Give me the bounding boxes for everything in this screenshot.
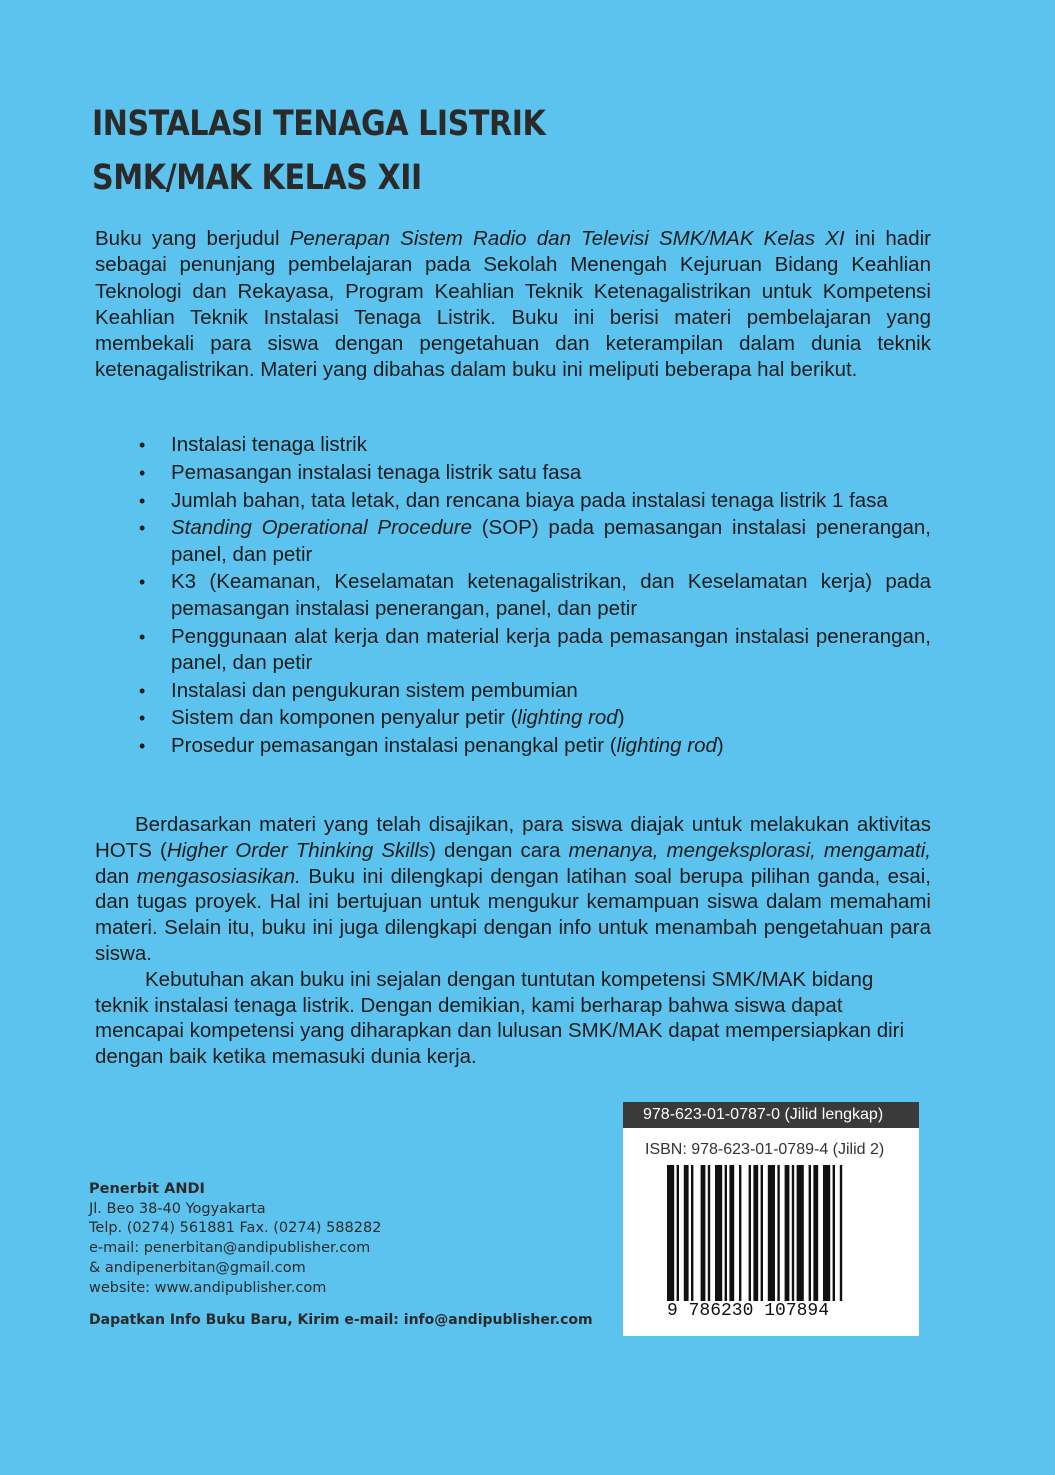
list-item: • K3 (Keamanan, Keselamatan ketenagalistrikan, dan Keselamatan kerja) pada pemasangan instalasi penerangan, panel, dan petir [139,570,931,620]
barcode-icon [667,1165,849,1301]
book-title-line-2: SMK/MAK KELAS XII [92,158,422,198]
publisher-website: website: www.andipublisher.com [89,1279,327,1296]
publisher-address: Jl. Beo 38-40 Yogyakarta [89,1200,266,1217]
list-item: • Sistem dan komponen penyalur petir (lighting rod) [95,705,931,731]
intro-book-title: Penerapan Sistem Radio dan Televisi SMK/MAK Kelas XI [289,227,845,250]
closing-paragraph-2: Kebutuhan akan buku ini sejalan dengan tuntutan kompetensi SMK/MAK bidang teknik instalasi tenaga listrik. Dengan demikian, kami berharap bahwa siswa dapat mencapai kompetensi yang diharapkan dan lulusan SMK/MAK dapat mempersiapkan diri dengan baik ketika memasuki dunia kerja. [95,967,905,1069]
bullet-icon: • [139,626,146,647]
new-book-info-line: Dapatkan Info Buku Baru, Kirim e-mail: info@andipublisher.com [89,1312,593,1328]
bullet-icon: • [139,518,146,539]
bullet-icon: • [139,708,146,729]
isbn-barcode-box [623,1102,919,1336]
publisher-email-alt: & andipenerbitan@gmail.com [89,1259,306,1276]
bullet-icon: • [139,736,146,757]
closing-text [95,812,931,1070]
list-item: • Standing Operational Procedure (SOP) pada pemasangan instalasi penerangan, panel, dan petir [139,516,931,566]
publisher-contact [89,1180,381,1298]
list-item: • Jumlah bahan, tata letak, dan rencana biaya pada instalasi tenaga listrik 1 fasa [95,488,931,514]
publisher-phone: Telp. (0274) 561881 Fax. (0274) 588282 [89,1220,382,1237]
bullet-icon: • [139,462,146,483]
bullet-icon: • [139,572,146,593]
isbn-volume-label: ISBN: 978-623-01-0789-4 (Jilid 2) [645,1141,885,1158]
isbn-set-label: 978-623-01-0787-0 (Jilid lengkap) [623,1102,919,1128]
book-title-line-1: INSTALASI TENAGA LISTRIK [92,104,546,144]
publisher-email: e-mail: penerbitan@andipublisher.com [89,1240,371,1257]
intro-paragraph [95,226,931,384]
intro-rest: ini hadir sebagai penunjang pembelajaran pada Sekolah Menengah Kejuruan Bidang Keahlian Teknologi dan Rekayasa, Program Keahlian Teknik Ketenagalistrikan untuk Kompetensi Keahlian Teknik Instalasi Tenaga Listrik. Buku ini berisi materi pembelajaran yang membekali para siswa dengan pengetahuan dan keterampilan dalam dunia teknik ketenagalistrikan. Materi yang dibahas dalam buku ini meliputi beberapa hal berikut. [95,227,931,382]
publisher-name: Penerbit ANDI [89,1181,205,1197]
barcode-digits: 9 786230 107894 [667,1301,830,1321]
list-item: • Instalasi tenaga listrik [95,432,931,458]
closing-paragraph-1: Berdasarkan materi yang telah disajikan, para siswa diajak untuk melakukan aktivitas HOTS (Higher Order Thinking Skills) dengan cara menanya, mengeksplorasi, mengamati, dan mengasosiasikan. Buku ini dilengkapi dengan latihan soal berupa pilihan ganda, esai, dan tugas proyek. Hal ini bertujuan untuk mengukur kemampuan siswa dalam memahami materi. Selain itu, buku ini juga dilengkapi dengan info untuk menambah pengetahuan para siswa. [95,813,931,965]
bullet-icon: • [139,435,146,455]
list-item: • Instalasi dan pengukuran sistem pembumian [95,678,931,704]
list-item: • Penggunaan alat kerja dan material kerja pada pemasangan instalasi penerangan, panel, dan petir [139,624,931,674]
topic-list [95,432,931,761]
bullet-icon: • [139,490,146,511]
intro-lead: Buku yang berjudul [95,227,290,250]
bullet-icon: • [139,680,146,701]
list-item: • Prosedur pemasangan instalasi penangkal petir (lighting rod) [95,733,931,759]
list-item: • Pemasangan instalasi tenaga listrik satu fasa [95,460,931,486]
